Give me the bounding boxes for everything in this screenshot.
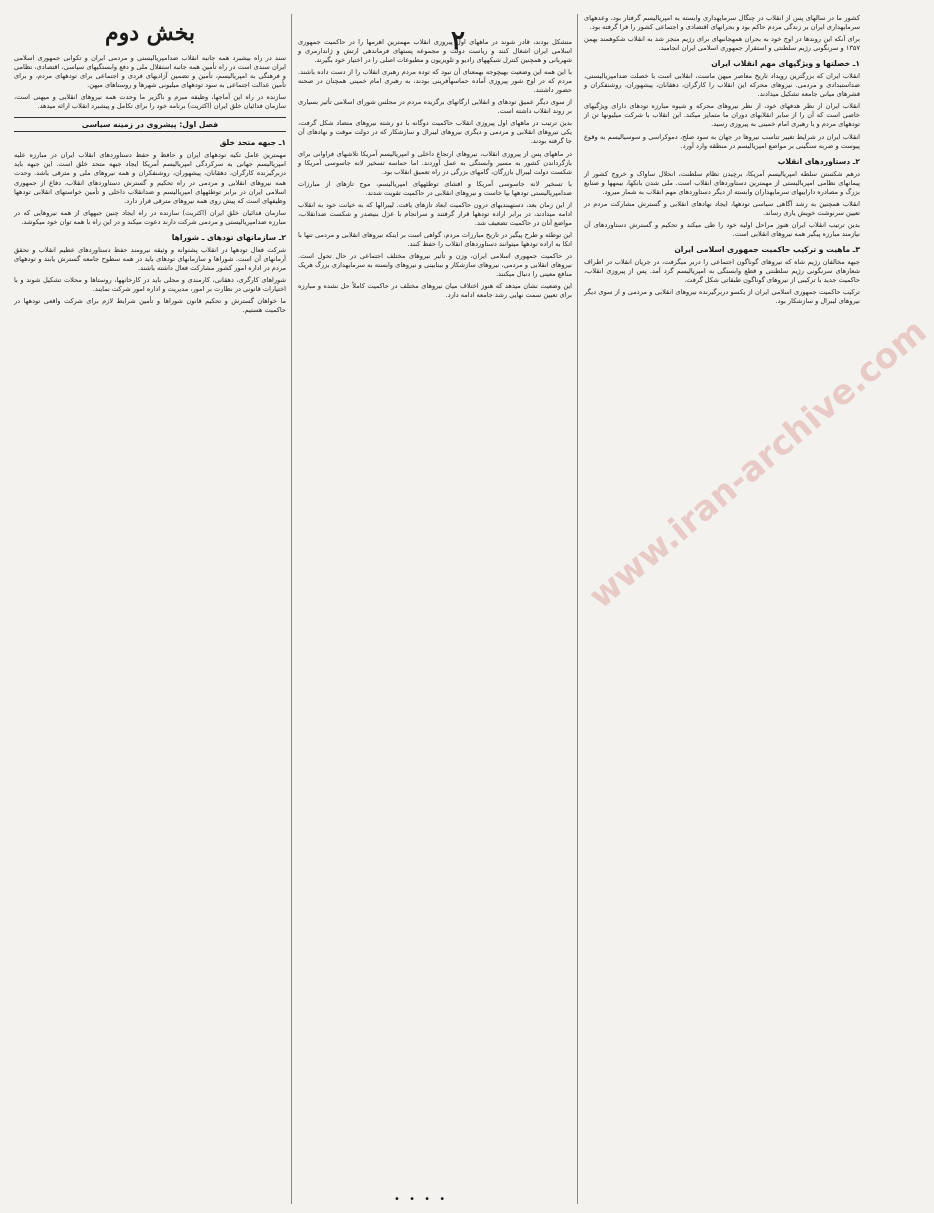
paragraph: درهم شکستن سلطه امپریالیسم آمریکا، برچیدن نظام سلطنت، انحلال ساواک و خروج کشور از پیمانهای نظامی امپریالیستی از مهمترین دستاوردهای انقلاب است. ملی شدن بانکها، بیمهها و صنایع بزرگ و مصادره داراییهای سرمایهداران وابسته از دیگر دستاوردهای مهم انقلاب به شمار میرود. xyxy=(584,169,860,196)
paragraph: با این همه این وضعیت بهیچوجه بهمعنای آن نبود که توده مردم رهبری انقلاب را از دست داده باشند. مردم که در اوج شور پیروزی آماده حماسهآفرینی بودند، به رهبری امام خمینی همچنان در صحنه حضور داشتند. xyxy=(298,68,572,95)
section-heading: ۲ـ سازمانهای تودهای ـ شوراها xyxy=(171,232,286,242)
paragraph: برای آنکه این روندها در اوج خود به بحران همهجانبهای برای رژیم منجر شد به انقلاب شکوهمند بهمن ۱۳۵۷ و سرنگونی رژیم سلطنتی و استقرار جمهوری اسلامی ایران انجامید. xyxy=(584,35,860,53)
paragraph: بدین ترتیب در ماههای اول پیروزی انقلاب حاکمیت دوگانه با دو رشته نیروهای متضاد شکل گرفت، یکی نیروهای انقلابی و مردمی و دیگری نیروهای لیبرال و سازشکار که در دولت موقت و نهادهای آن جا گرفته بودند. xyxy=(298,119,572,146)
paragraph: در ماههای پس از پیروزی انقلاب، نیروهای ارتجاع داخلی و امپریالیسم آمریکا تلاشهای فراوانی برای بازگرداندن کشور به مسیر وابستگی به عمل آوردند. اما حماسه تسخیر لانه جاسوسی آمریکا و شکست دولت لیبرال بازرگان، گامهای بزرگی در راه تعمیق انقلاب بود. xyxy=(298,149,572,176)
section-heading: ۱ـ خصلتها و ویژگیهای مهم انقلاب ایران xyxy=(711,59,860,69)
footer-ornament: • • • • xyxy=(394,1194,449,1205)
paragraph: این وضعیت نشان میدهد که هنوز اختلاف میان نیروهای مختلف در حاکمیت کاملاً حل نشده و مبارزه برای تعیین سمت نهایی رشد جامعه ادامه دارد. xyxy=(298,282,572,300)
paragraph: ما خواهان گسترش و تحکیم قانون شوراها و تأمین شرایط لازم برای شرکت واقعی تودهها در حاکمیت هستیم. xyxy=(14,297,286,315)
page-number: ۲ xyxy=(451,26,465,56)
part-title: بخش دوم xyxy=(104,20,196,46)
middle-column xyxy=(298,14,572,1204)
paragraph: در حاکمیت جمهوری اسلامی ایران، وزن و تأثیر نیروهای مختلف اجتماعی در حال تحول است. نیروهای انقلابی و مردمی، نیروهای سازشکار و بینابینی و نیروهای وابسته به سرمایهداری بزرگ هریک منافع معینی را دنبال میکنند. xyxy=(298,251,572,279)
chapter-heading: فصل اول: پیشروی در زمینه سیاسی xyxy=(14,117,286,132)
paragraph: انقلاب همچنین به رشد آگاهی سیاسی تودهها، ایجاد نهادهای انقلابی و گسترش مشارکت مردم در تعیین سرنوشت خویش یاری رساند. xyxy=(584,199,860,217)
paragraph: با تسخیر لانه جاسوسی آمریکا و افشای توطئههای امپریالیسم، موج تازهای از مبارزات ضدامپریالیستی تودهها بپا خاست و نیروهای انقلابی در حاکمیت تقویت شدند. xyxy=(298,179,572,197)
section-heading: ۲ـ دستاوردهای انقلاب xyxy=(777,156,860,166)
newspaper-page xyxy=(14,14,934,1205)
paragraph: سازمان فدائیان خلق ایران (اکثریت) سازنده در راه ایجاد چنین جبههای از همه نیروهایی که در مبارزه ضدامپریالیستی و مردمی شرکت دارند دعوت میکند و در این راه با همه توان خود میکوشد. xyxy=(14,208,286,226)
right-column xyxy=(584,14,860,1204)
paragraph: کشور ما در سالهای پس از انقلاب در چنگال سرمایهداری وابسته به امپریالیسم گرفتار بود، وعدههای سرمایهداری ایران بر زندگی مردم حاکم بود و بحرانهای اقتصادی و اجتماعی کشور را فرا گرفته بود. xyxy=(584,14,860,32)
paragraph: انقلاب ایران از نظر هدفهای خود، از نظر نیروهای محرکه و شیوه مبارزه تودهای دارای ویژگیهای خاصی است که آن را از سایر انقلابهای دوران ما متمایز میکند. این انقلاب با شرکت میلیونها تن از تودههای مردم و با رهبری امام خمینی به پیروزی رسید. xyxy=(584,102,860,129)
section-heading: ۱ـ جبهه متحد خلق xyxy=(219,138,286,148)
left-column xyxy=(14,14,286,1204)
archive-watermark: www.iran-archive.com xyxy=(581,311,934,617)
paragraph: سازنده در راه این آماجها، وظیفه مبرم و ناگزیر ما وحدت همه نیروهای انقلابی و میهنی است، سازمان فدائیان خلق ایران (اکثریت) برنامه خود را برای تکامل و پیشبرد انقلاب ارائه میدهد. xyxy=(14,93,286,111)
paragraph: این توطئه و طرح پیگیر در تاریخ مبارزات مردم، گواهی است بر اینکه نیروهای انقلابی و مردمی تنها با اتکا به اراده تودهها میتوانند دستاوردهای انقلاب را حفظ کنند. xyxy=(298,230,572,248)
paragraph: ترکیب حاکمیت جمهوری اسلامی ایران از یکسو دربرگیرنده نیروهای انقلابی و مردمی و از سوی دیگر نیروهای لیبرال و سازشکار بود. xyxy=(584,288,860,306)
paragraph: از سوی دیگر عمیق تودهای و انقلابی ارگانهای برگزیده مردم در مجلس شورای اسلامی تأثیر بسیاری بر روند انقلاب داشته است. xyxy=(298,98,572,116)
paragraph: شرکت فعال تودهها در انقلاب پشتوانه و وثیقه نیرومند حفظ دستاوردهای عظیم انقلاب و تحقق آرمانهای آن است. شوراها و سازمانهای تودهای باید در همه سطوح جامعه گسترش یابند و تودههای مردم در اداره امور کشور مشارکت فعال داشته باشند. xyxy=(14,245,286,272)
paragraph: انقلاب ایران در شرایط تغییر تناسب نیروها در جهان به سود صلح، دموکراسی و سوسیالیسم به وقوع پیوست و ضربه سنگینی بر مواضع امپریالیسم در منطقه وارد آورد. xyxy=(584,132,860,150)
paragraph: مهمترین عامل تکیه تودههای ایران و حافظ و حفظ دستاوردهای انقلاب ایران در مبارزه علیه امپریالیسم جهانی به سرکردگی امپریالیسم آمریکا ایجاد جبهه متحد خلق است. این جبهه باید دربرگیرنده کارگران، دهقانان، پیشهوران، روشنفکران و همه نیروهای ملی و مترقی باشد. وحدت همه نیروهای انقلابی و مردمی در راه تحکیم و گسترش دستاوردهای انقلاب، دفاع از جمهوری اسلامی ایران در برابر توطئههای امپریالیسم و ضدانقلاب داخلی و تأمین خواستهای انقلابی تودهها وظیفهای است که پیش روی همه نیروهای مترقی قرار دارد. xyxy=(14,151,286,205)
paragraph: شوراهای کارگری، دهقانی، کارمندی و محلی باید در کارخانهها، روستاها و محلات تشکیل شوند و با اختیارات قانونی در نظارت بر امور، مدیریت و اداره امور شرکت نمایند. xyxy=(14,275,286,293)
paragraph: متشکل بودند، قادر شوند در ماههای اول پیروزی انقلاب مهمترین اهرمها را در حاکمیت جمهوری اسلامی ایران اشغال کنند و ریاست دولت و مجموعه پستهای فرماندهی ارتش و ژاندارمری و شهربانی و همچنین کنترل شبکههای رادیو و تلویزیون و مطبوعات اصلی را در اختیار خود بگیرند. xyxy=(298,38,572,65)
paragraph: بدین ترتیب انقلاب ایران هنوز مراحل اولیه خود را طی میکند و تحکیم و گسترش دستاوردهای آن نیازمند مبارزه پیگیر همه نیروهای انقلابی است. xyxy=(584,220,860,238)
section-heading: ۳ـ ماهیت و ترکیب حاکمیت جمهوری اسلامی ایران xyxy=(674,244,860,254)
paragraph: سند در راه بیشبرد همه جانبه انقلاب ضدامپریالیستی و مردمی ایران و تکوانی جمهوری اسلامی ایران سندی است در راه تأمین همه جانبه استقلال ملی و دفع وابستگیهای سیاسی، اقتصادی، نظامی و فرهنگی به امپریالیسم، تأمین و تضمین آزادیهای فردی و اجتماعی برای تودههای مردم، و برای تأمین عدالت اجتماعی به سود تودههای میلیونی شهرها و روستاهای میهن. xyxy=(14,54,286,90)
column-divider xyxy=(291,14,292,1204)
column-divider xyxy=(577,14,578,1204)
paragraph: انقلاب ایران که بزرگترین رویداد تاریخ معاصر میهن ماست، انقلابی است با خصلت ضدامپریالیستی، ضداستبدادی و مردمی. نیروهای محرکه این انقلاب را کارگران، دهقانان، پیشهوران، روشنفکران و قشرهای میانی جامعه تشکیل میدادند. xyxy=(584,72,860,99)
paragraph: جبهه مخالفان رژیم شاه که نیروهای گوناگون اجتماعی را دربر میگرفت، در جریان انقلاب در اطراف شعارهای سرنگونی رژیم سلطنتی و قطع وابستگی به امپریالیسم گرد آمد. پس از پیروزی انقلاب، حاکمیت جدید با ترکیبی از نیروهای گوناگون طبقاتی شکل گرفت. xyxy=(584,258,860,285)
paragraph: از این زمان بعد، دستهبندیهای درون حاکمیت ابعاد تازهای یافت. لیبرالها که به خیانت خود به انقلاب ادامه میدادند، در برابر اراده تودهها قرار گرفتند و سرانجام با عزل بنیصدر و شکست ضدانقلاب، مواضع آنان در حاکمیت تضعیف شد. xyxy=(298,200,572,227)
